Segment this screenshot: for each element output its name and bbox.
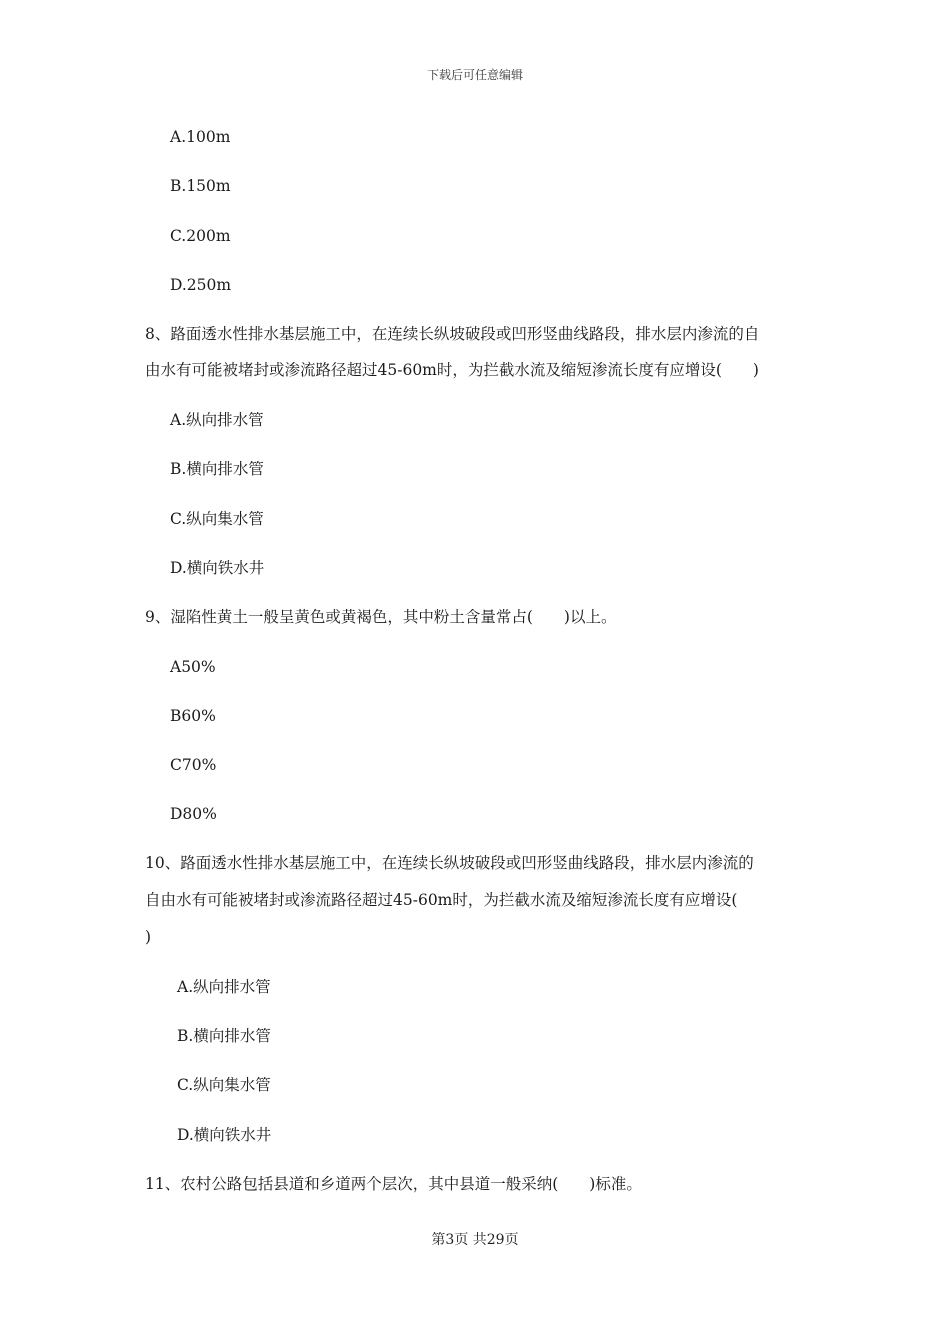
page-footer: 第3页 共29页 [431, 1232, 519, 1248]
q10-option-d: D.横向铁水井 [177, 1126, 272, 1144]
q9-option-b: B60% [170, 707, 216, 725]
q9-option-d: D80% [170, 805, 217, 823]
q7-option-c: C.200m [170, 227, 231, 245]
q9-option-c: C70% [170, 756, 217, 774]
q8-text-line1: 8、路面透水性排水基层施工中，在连续长纵坡破段或凹形竖曲线路段，排水层内渗流的自 [145, 325, 760, 343]
q8-option-a: A.纵向排水管 [170, 411, 264, 429]
q8-option-b: B.横向排水管 [170, 460, 264, 478]
q10-text-line3: ) [145, 928, 152, 946]
q10-option-c: C.纵向集水管 [177, 1076, 271, 1094]
page-header: 下载后可任意编辑 [426, 68, 523, 82]
q7-option-d: D.250m [170, 276, 232, 294]
q10-text-line2: 自由水有可能被堵封或渗流路径超过45-60m时，为拦截水流及缩短渗流长度有应增设( [145, 891, 738, 909]
q8-text-line2: 由水有可能被堵封或渗流路径超过45-60m时，为拦截水流及缩短渗流长度有应增设( ) [145, 361, 759, 379]
q7-option-b: B.150m [170, 177, 231, 195]
q8-option-d: D.横向铁水井 [170, 559, 265, 577]
q7-option-a: A.100m [170, 128, 231, 146]
q9-option-a: A50% [170, 658, 216, 676]
q11-text-line1: 11、农村公路包括县道和乡道两个层次，其中县道一般采纳( )标准。 [145, 1175, 642, 1193]
q10-option-b: B.横向排水管 [177, 1027, 271, 1045]
q8-option-c: C.纵向集水管 [170, 510, 264, 528]
q9-text-line1: 9、湿陷性黄土一般呈黄色或黄褐色，其中粉土含量常占( )以上。 [145, 608, 617, 626]
q10-option-a: A.纵向排水管 [177, 978, 271, 996]
q10-text-line1: 10、路面透水性排水基层施工中，在连续长纵坡破段或凹形竖曲线路段，排水层内渗流的 [145, 854, 754, 872]
